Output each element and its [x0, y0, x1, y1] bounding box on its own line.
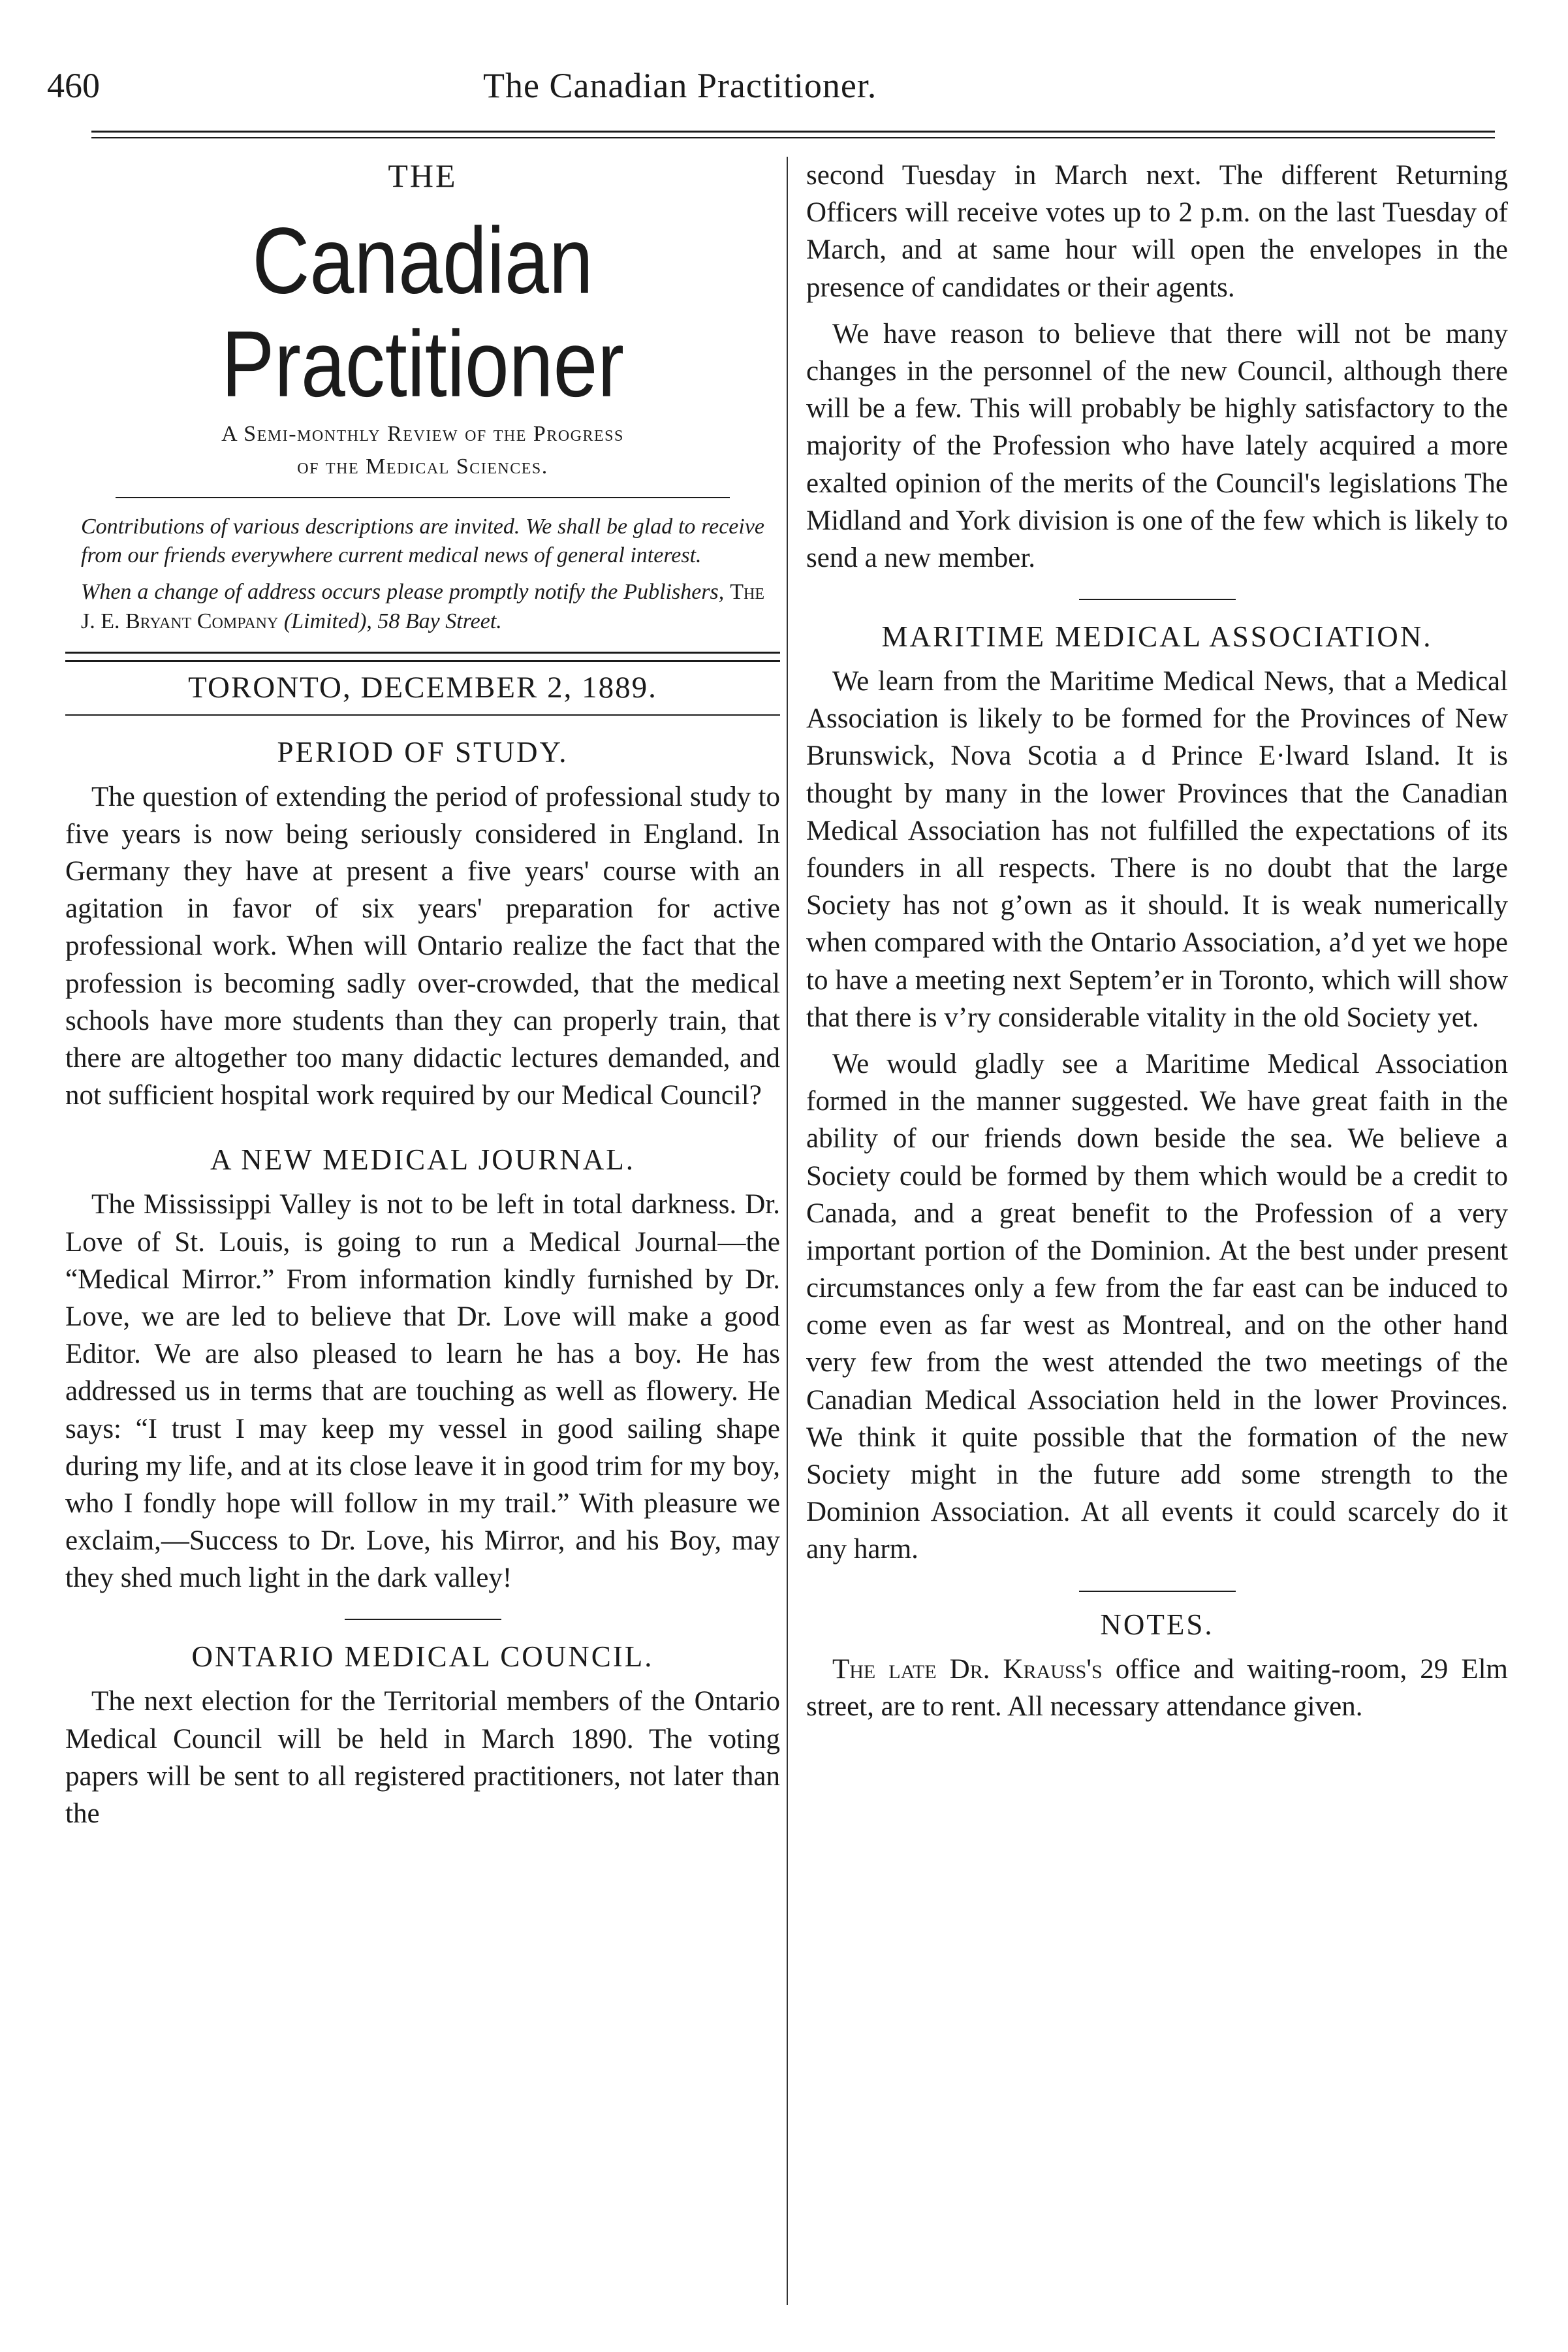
notes-text	[806, 1651, 1508, 1725]
ontario-council-heading: ONTARIO MEDICAL COUNCIL.	[191, 1640, 654, 1674]
period-of-study-text: The question of extending the period of professional study to five years is now being seriously considered in England. In Germany they have at present a five years' course with an agitation in favor of six years' preparation for active professional work. When will Ontario realize the fact that the profession is becoming sadly over-crowded, that the medical schools have more students than they can properly train, that there are altogether too many didactic lectures demanded, and not sufficient hospital work required by our Medical Council?	[65, 781, 780, 1111]
publisher-name: The J. E. Bryant Company	[81, 580, 764, 633]
maritime-heading: MARITIME MEDICAL ASSOCIATION.	[881, 620, 1433, 654]
new-journal-text: The Mississippi Valley is not to be left in total darkness. Dr. Love of St. Louis, is going to run a Medical Journal—the “Medical Mirror.” From information kindly furnished by Dr. Love, we are led to believe that Dr. Love will make a good Editor. We are also pleased to learn he has a boy. He has addressed us in terms that are touching as well as flowery. He says: “I trust I may keep my vessel in good sailing shape during my life, and at its close leave it in good trim for my boy, who I fondly hope will follow in my trail.” With pleasure we exclaim,—Success to Dr. Love, his Mirror, and his Boy, may they shed much light in the dark valley!	[65, 1189, 780, 1594]
section-rule	[345, 1619, 501, 1620]
masthead-rule	[116, 497, 730, 498]
dateline: TORONTO, DECEMBER 2, 1889.	[188, 670, 657, 705]
page-number: 460	[47, 66, 100, 105]
masthead-subtitle-line1: A Semi-monthly Review of the Progress	[221, 422, 624, 447]
contributions-notice: Contributions of various descriptions are invited. We shall be glad to receive from our friends everywhere current medical news of general interest.	[81, 514, 764, 568]
maritime-text-p1: We learn from the Maritime Medical News, that a Medical Association is likely to be formed for the Provinces of New Brunswick, Nova Scotia a d Prince E·lward Island. It is thought by many in the lower Provinces that the Canadian Medical Association has not fulfilled the expectations of its founders in all respects. There is no doubt that the large Society has not g’own as it should. It is weak numerically when compared with the Ontario Association, a’d yet we hope to have a meeting next Septem’er in Toronto, which will show that there is v’ry considerable vitality in the old Society yet.	[806, 666, 1508, 1033]
address-notice-a: When a change of address occurs please promptly notify the Publishers,	[81, 580, 725, 605]
notes-body: office and waiting-room, 29 Elm street, are to rent. All necessary attendance given.	[806, 1653, 1508, 1722]
masthead-the: THE	[388, 157, 458, 194]
masthead-title: Canadian Practitioner	[221, 208, 625, 417]
address-notice-b: (Limited), 58 Bay Street.	[283, 609, 502, 633]
section-rule	[1079, 599, 1236, 600]
header-rule-lower	[91, 137, 1495, 138]
address-notice	[81, 578, 764, 635]
right-column	[806, 157, 1508, 1725]
ontario-council-text-part1: The next election for the Territorial members of the Ontario Medical Council will be held in March 1890. The voting papers will be sent to all registered practitioners, not later than the	[65, 1686, 780, 1830]
notes-heading: NOTES.	[1100, 1608, 1214, 1641]
header-rule	[91, 131, 1495, 133]
ontario-council-text-part2: second Tuesday in March next. The different Returning Officers will receive votes up to 2 p.m. on the last Tuesday of March, and at same hour will open the envelopes in the presence of candidates or their agents.	[806, 160, 1508, 303]
masthead-subtitle	[65, 418, 780, 483]
period-of-study-heading: PERIOD OF STUDY.	[277, 735, 569, 769]
maritime-text-p2: We would gladly see a Maritime Medical Association formed in the manner suggested. We have great faith in the ability of our friends down beside the sea. We believe a Society could be formed by them which would be a credit to Canada, and a great benefit to the Profession of a very important portion of the Dominion. At the best under present circumstances only a few from the far east can be induced to come even as far west as Montreal, and on the other hand very few from the west attended the two meetings of the Canadian Medical Association held in the lower Provinces. We think it quite possible that the formation of the new Society might in the future add some strength to the Dominion Association. At all events it could scarcely do it any harm.	[806, 1048, 1508, 1565]
section-rule	[1079, 1591, 1236, 1592]
masthead-subtitle-line2: of the Medical Sciences.	[297, 454, 548, 479]
notes-lead: The late Dr. Krauss's	[832, 1653, 1103, 1685]
column-divider	[787, 157, 788, 2305]
masthead-double-rule	[65, 652, 780, 662]
ontario-council-text-p2: We have reason to believe that there will not be many changes in the personnel of the new Council, although there will be a few. This will probably be highly satisfactory to the majority of the Profession who have lately acquired a more exalted opinion of the merits of the Council's legislations The Midland and York division is one of the few which is likely to send a new member.	[806, 318, 1508, 573]
running-title: The Canadian Practitioner.	[483, 66, 877, 105]
new-journal-heading: A NEW MEDICAL JOURNAL.	[210, 1143, 635, 1177]
dateline-rule	[65, 714, 780, 716]
left-column	[65, 157, 780, 1832]
